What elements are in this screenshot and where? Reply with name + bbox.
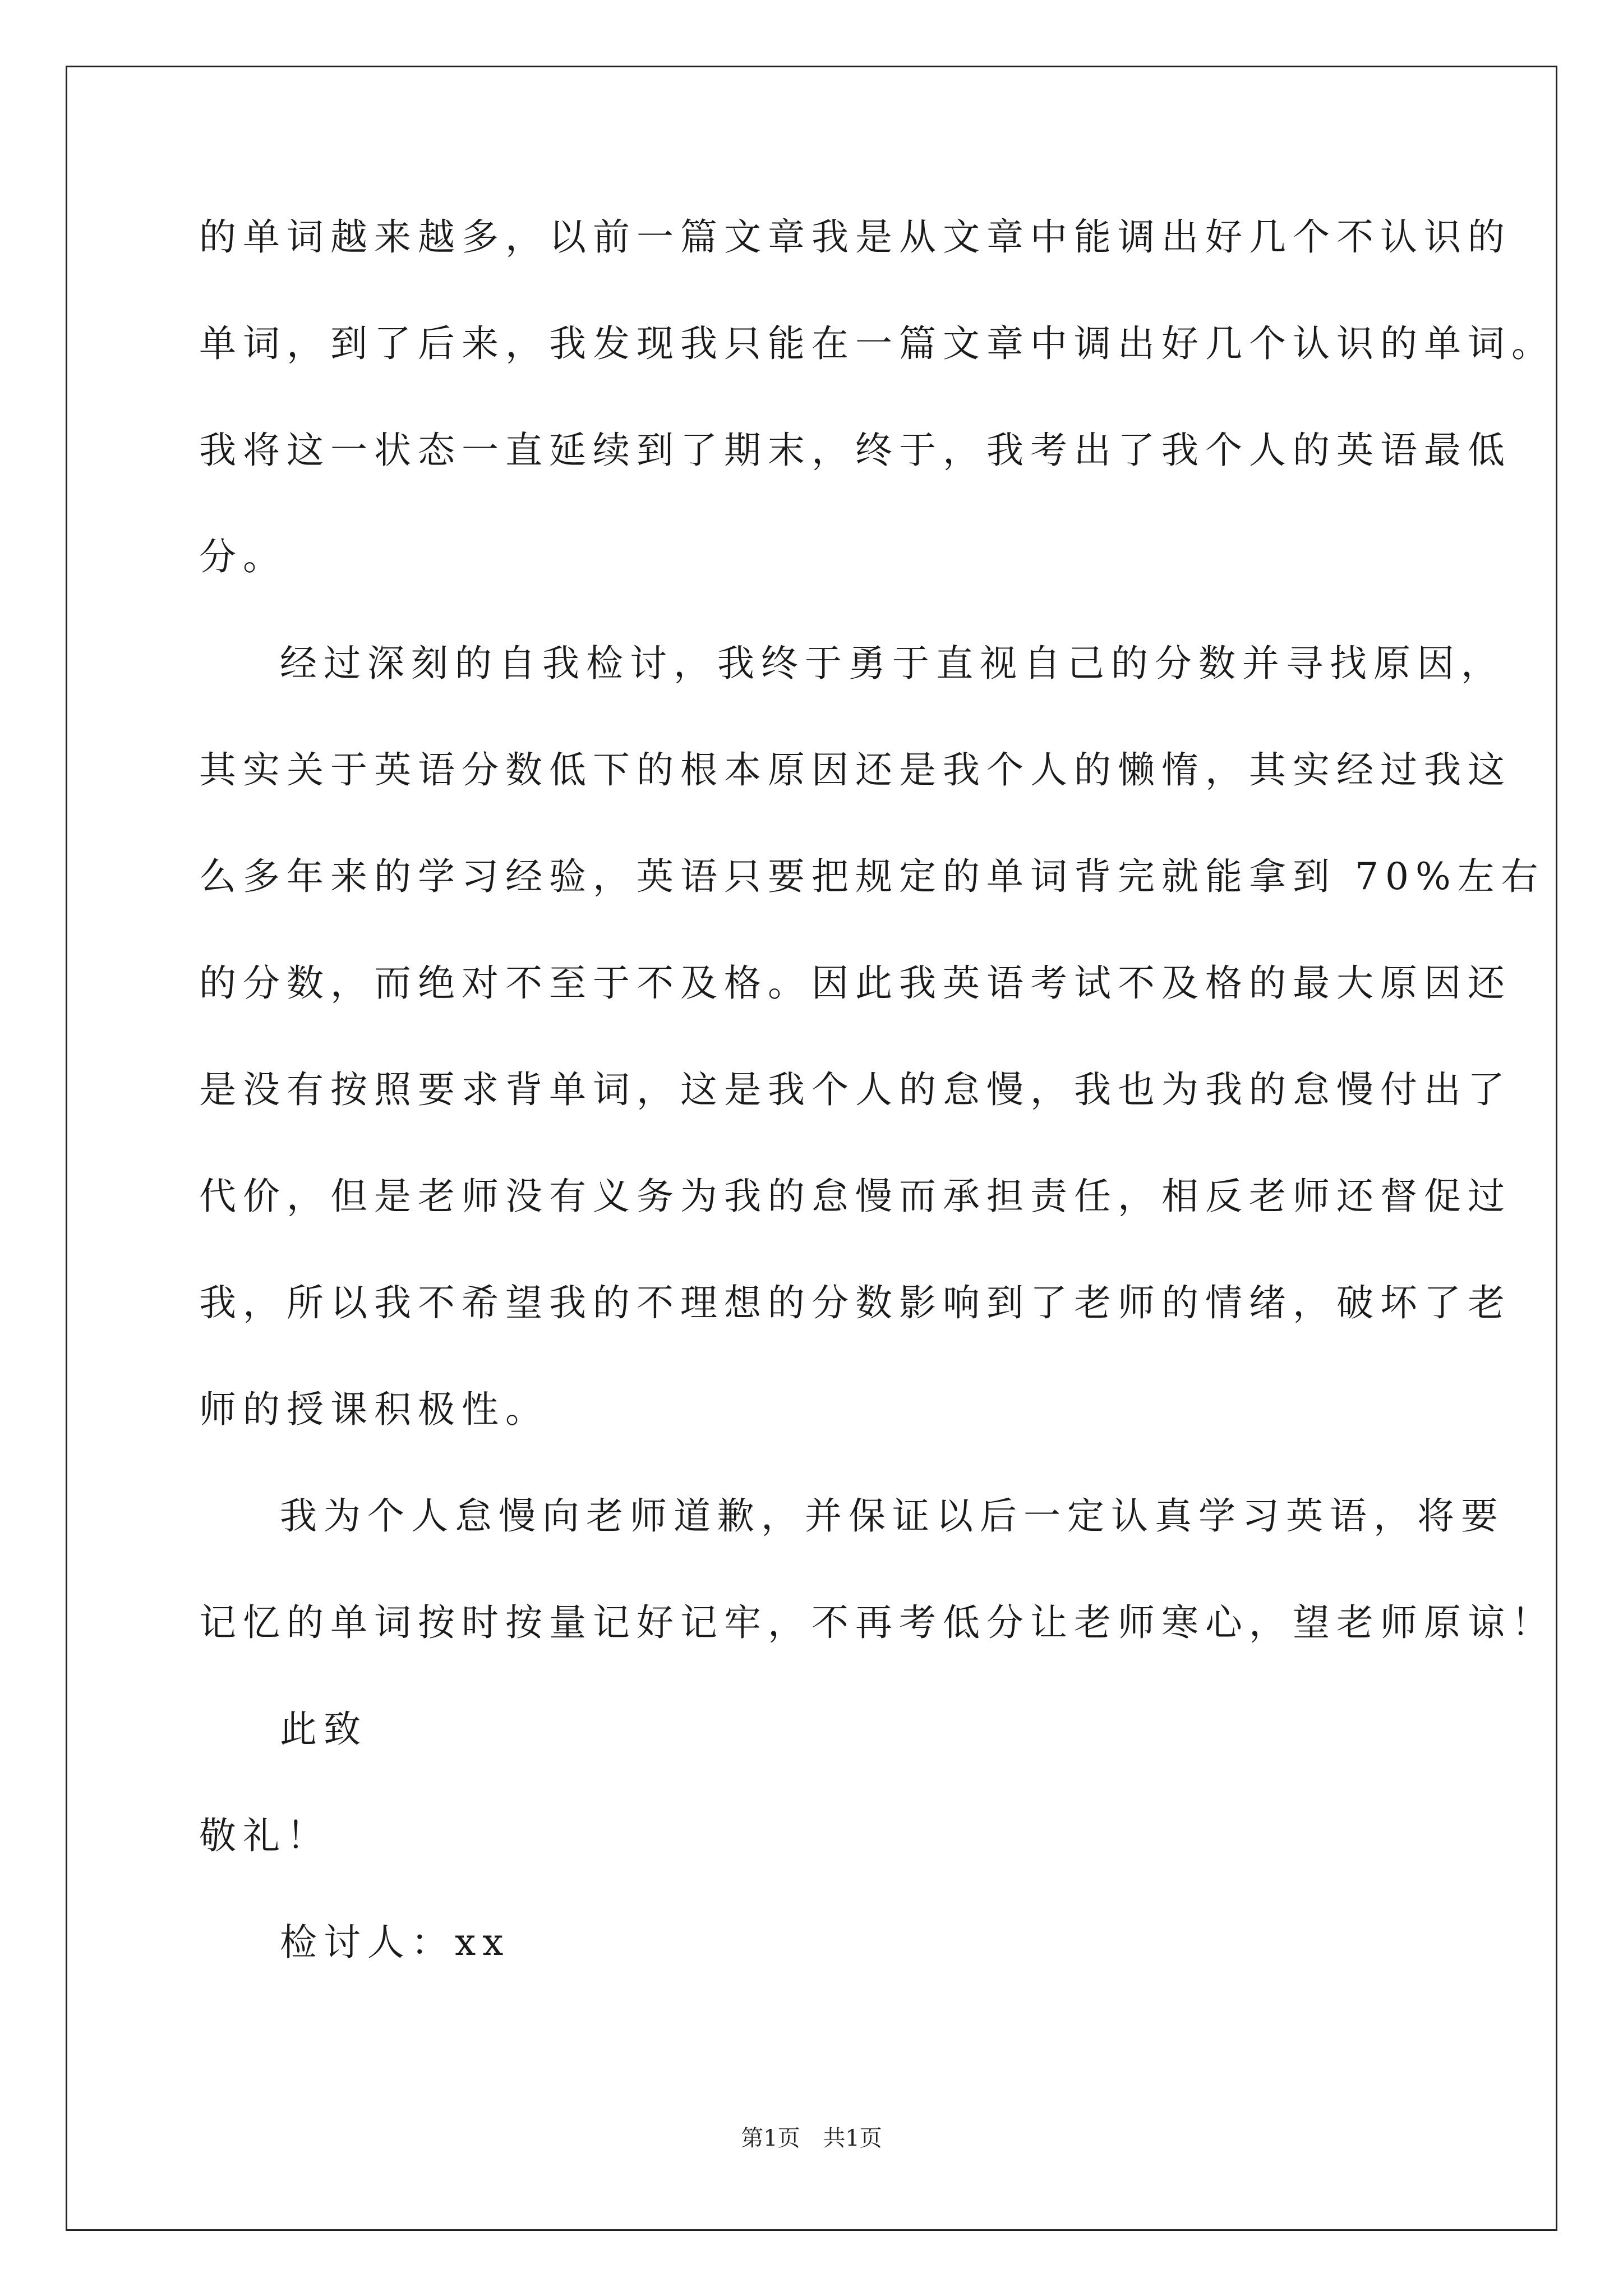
closing-line: 此致 <box>280 1708 367 1751</box>
paragraph-2-line-6: 代价，但是老师没有义务为我的怠慢而承担责任，相反老师还督促过 <box>199 1175 1511 1218</box>
paragraph-2-line-4: 的分数，而绝对不至于不及格。因此我英语考试不及格的最大原因还 <box>199 961 1511 1005</box>
paragraph-2-line-8: 师的授课积极性。 <box>199 1388 549 1431</box>
paragraph-2-line-7: 我，所以我不希望我的不理想的分数影响到了老师的情绪，破坏了老 <box>199 1281 1511 1324</box>
page-number-total: 共1页 <box>823 2125 882 2151</box>
paragraph-2-line-3: 么多年来的学习经验，英语只要把规定的单词背完就能拿到 70%左右 <box>199 855 1545 898</box>
paragraph-2-line-1: 经过深刻的自我检讨，我终于勇于直视自己的分数并寻找原因， <box>280 642 1505 685</box>
page-number-current: 第1页 <box>741 2125 800 2151</box>
paragraph-2-line-5: 是没有按照要求背单词，这是我个人的怠慢，我也为我的怠慢付出了 <box>199 1068 1511 1111</box>
paragraph-1-line-4: 分。 <box>199 535 287 578</box>
signature-line: 检讨人：xx <box>280 1921 510 1964</box>
paragraph-1-line-2: 单词，到了后来，我发现我只能在一篇文章中调出好几个认识的单词。 <box>199 322 1555 365</box>
paragraph-1-line-1: 的单词越来越多，以前一篇文章我是从文章中能调出好几个不认识的 <box>199 215 1511 259</box>
paragraph-3-line-2: 记忆的单词按时按量记好记牢，不再考低分让老师寒心，望老师原谅！ <box>199 1601 1555 1644</box>
document-body <box>199 215 1555 2031</box>
paragraph-2-line-2: 其实关于英语分数低下的根本原因还是我个人的懒惰，其实经过我这 <box>199 748 1511 792</box>
page-footer <box>0 2126 1623 2151</box>
paragraph-1-line-3: 我将这一状态一直延续到了期末，终于，我考出了我个人的英语最低 <box>199 429 1511 472</box>
paragraph-3-line-1: 我为个人怠慢向老师道歉，并保证以后一定认真学习英语，将要 <box>280 1494 1505 1538</box>
salute-line: 敬礼！ <box>199 1814 330 1857</box>
